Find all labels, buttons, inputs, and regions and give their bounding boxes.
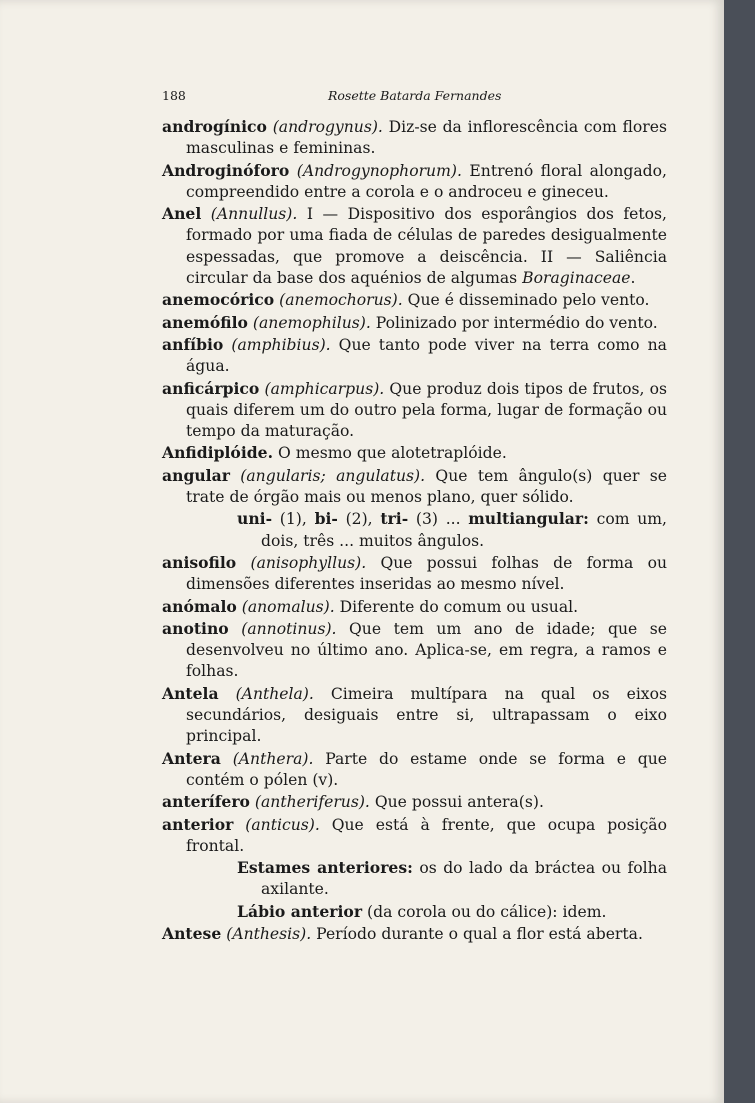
entry-latin: (Annullus). [210,205,298,224]
entry-definition: Diz-se da inflorescência com flores masculinas e femininas. [186,118,667,158]
entry-latin: (anisophyllus). [250,553,367,572]
subentry-text: (3) ... [408,510,469,529]
entry-term: anómalo [162,596,237,616]
glossary-entry [162,814,667,858]
entry-latin: (Anthela). [235,684,314,703]
entry-definition: Período durante o qual a flor está aberta. [311,924,643,943]
glossary-entry [162,748,667,792]
glossary-entry [162,289,667,311]
entry-term: anficárpico [162,378,260,398]
entry-term: androgínico [162,117,267,136]
page-header [162,88,662,108]
entry-definition: Que produz dois tipos de frutos, os quais diferem um do outro pela forma, lugar de formação ou tempo da maturação. [186,379,667,441]
glossary-entry [162,442,667,464]
entry-definition: Entrenó floral alongado, compreendido entre a corola e o androceu e gineceu. [186,161,667,201]
glossary-entry [162,160,667,204]
glossary-entry [162,683,667,748]
glossary-entry [162,312,667,334]
page-number: 188 [162,88,186,103]
subentry-term: bi- [314,509,338,529]
glossary-entry [162,116,667,160]
subentry-term: Lábio anterior [237,901,363,921]
subentry-text: (2), [337,510,381,529]
glossary-entries [162,116,667,945]
subentry-text: (da corola ou do cálice): idem. [362,902,607,921]
entry-term: Anel [162,204,202,224]
glossary-entry [162,596,667,618]
entry-definition: Parte do estame onde se forma e que contém o pólen (v). [186,749,667,789]
entry-term: Antela [162,683,219,703]
entry-term: anisofilo [162,552,237,572]
subentry-term: uni- [237,509,273,529]
glossary-entry [162,334,667,378]
glossary-entry [162,923,667,945]
entry-latin: (angularis; angulatus). [240,466,426,485]
entry-term: anterior [162,814,234,834]
entry-latin: (Androgynophorum). [296,161,462,180]
entry-term: Antese [162,923,222,943]
entry-latin: (anticus). [245,815,320,834]
entry-latin: (amphibius). [231,335,331,354]
entry-definition: Que tem ângulo(s) quer se trate de órgão mais ou menos plano, quer sólido. [186,466,667,507]
entry-definition: Cimeira multípara na qual os eixos secundários, desiguais entre si, ultrapassam o eixo principal. [186,684,667,746]
entry-taxon: Boraginaceae [522,269,631,288]
glossary-subentry [237,508,667,552]
subentry-term: tri- [380,509,409,529]
entry-definition: Que está à frente, que ocupa posição frontal. [186,815,667,855]
entry-latin: (anemochorus). [279,291,403,310]
entry-definition: O mesmo que alotetraplóide. [273,444,507,463]
entry-definition: Que tanto pode viver na terra como na água. [186,335,667,376]
entry-term: anfíbio [162,334,224,354]
subentry-text: os do lado da bráctea ou folha axilante. [261,859,667,899]
subentry-term: multiangular: [468,509,589,529]
entry-definition: I — Dispositivo dos esporângios dos fetos, formado por uma fiada de células de paredes desigualmente espessadas, que promove a deiscência. II — Saliência circular da base dos aquénios de algumas [186,205,667,288]
entry-latin: (annotinus). [241,619,337,638]
entry-term: anterífero [162,792,250,812]
entry-term: Androginóforo [162,160,290,180]
entry-term: anemófilo [162,312,248,332]
entry-latin: (anomalus). [241,597,335,616]
entry-definition: Polinizado por intermédio do vento. [370,313,658,332]
entry-definition: Que possui antera(s). [369,793,544,812]
entry-latin: (Anthera). [232,749,314,768]
glossary-subentry [237,901,667,923]
subentry-text: (1), [272,510,315,529]
subentry-term: Estames anteriores: [237,858,413,878]
entry-definition: Diferente do comum ou usual. [334,597,579,616]
glossary-subentry [237,857,667,901]
glossary-entry [162,618,667,683]
entry-term: Anfidiplóide. [162,443,274,463]
entry-latin: (antheriferus). [254,793,370,812]
entry-term: angular [162,465,230,485]
entry-latin: (androgynus). [272,118,383,136]
subentry-text: com um, dois, três ... muitos ângulos. [261,510,667,550]
running-title: Rosette Batarda Fernandes [328,88,502,103]
entry-term: Antera [162,748,221,768]
entry-term: anotino [162,618,229,638]
entry-latin: (anemophilus). [252,313,371,332]
entry-definition: Que é disseminado pelo vento. [402,291,650,310]
entry-latin: (Anthesis). [226,924,312,943]
glossary-entry [162,203,667,289]
glossary-entry [162,465,667,509]
glossary-entry [162,791,667,813]
entry-latin: (amphicarpus). [264,379,385,398]
entry-definition: Que tem um ano de idade; que se desenvolveu no último ano. Aplica-se, em regra, a ramos e folhas. [186,619,667,681]
entry-term: anemocórico [162,290,275,310]
glossary-entry [162,552,667,596]
entry-punctuation: . [630,269,636,288]
entry-definition: Que possui folhas de forma ou dimensões diferentes inseridas ao mesmo nível. [186,553,667,594]
glossary-entry [162,378,667,443]
